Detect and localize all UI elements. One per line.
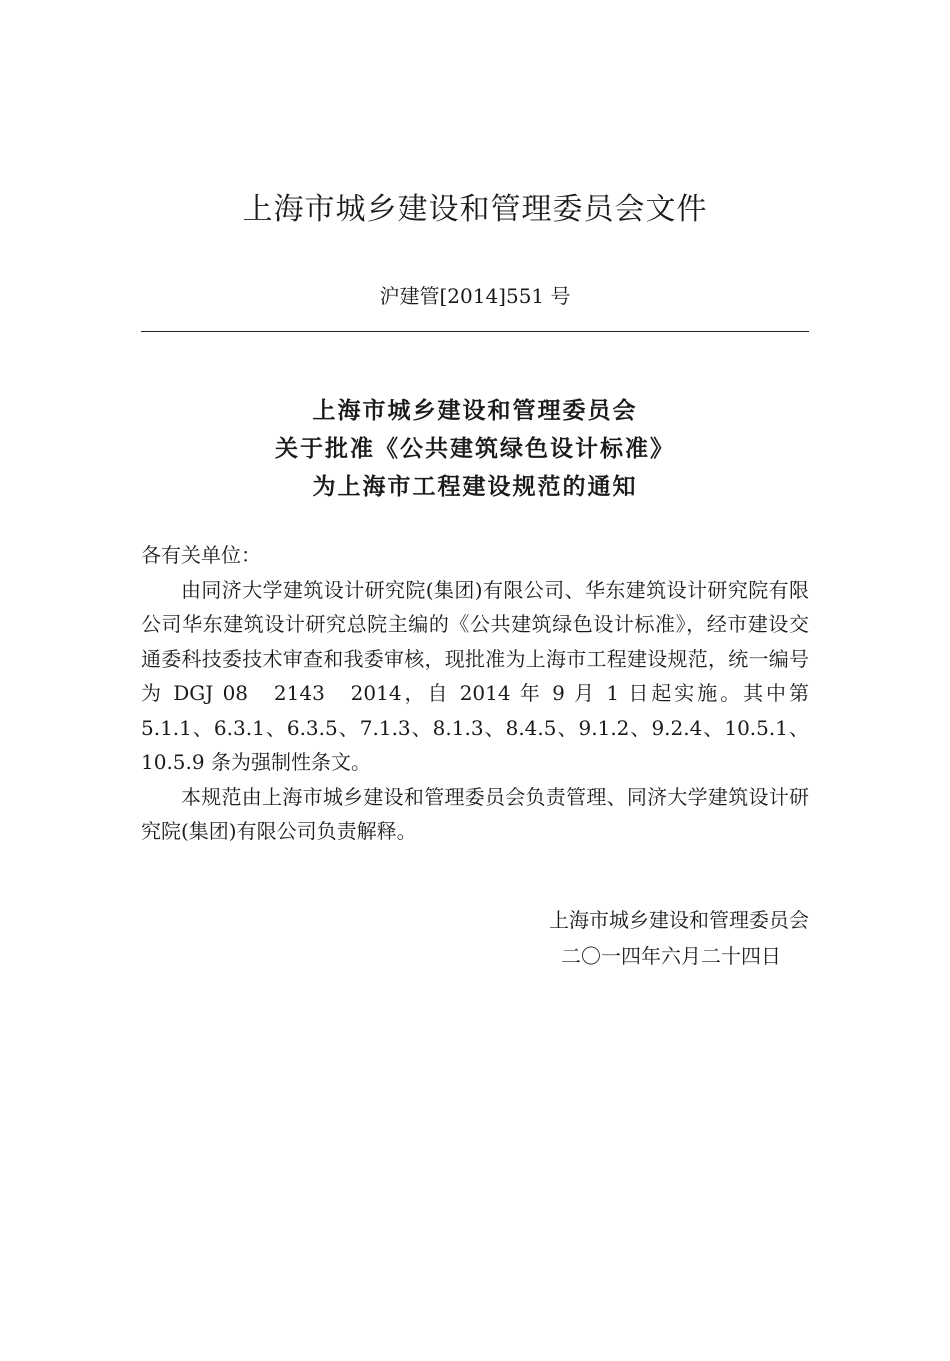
issuer-header: 上海市城乡建设和管理委员会文件: [242, 192, 708, 227]
notice-title: [0, 392, 950, 506]
signature-organization: 上海市城乡建设和管理委员会: [549, 908, 809, 932]
signature-block: [141, 902, 809, 974]
title-line-2: 关于批准《公共建筑绿色设计标准》: [275, 436, 675, 462]
body-paragraph-1: 由同济大学建筑设计研究院(集团)有限公司、华东建筑设计研究院有限公司华东建筑设计研究总院主编的《公共建筑绿色设计标准》，经市建设交通委科技委技术审查和我委审核，现批准为上海市工程建设规范，统一编号为 DGJ 08 2143 2014，自 2014 年 9 月 1 日起实施。其中第 5.1.1、6.3.1、6.3.5、7.1.3、8.1.3、8.4.5、9.1.2、9.2.4、10.5.1、10.5.9 条为强制性条文。: [141, 577, 809, 774]
body-paragraph-2: 本规范由上海市城乡建设和管理委员会负责管理、同济大学建筑设计研究院(集团)有限公司负责解释。: [141, 784, 809, 843]
salutation: 各有关单位：: [141, 543, 261, 567]
title-line-1: 上海市城乡建设和管理委员会: [312, 398, 638, 424]
document-number: 沪建管[2014]551 号: [379, 284, 571, 308]
header-divider: [141, 331, 809, 332]
title-line-3: 为上海市工程建设规范的通知: [312, 474, 638, 500]
signature-date: 二〇一四年六月二十四日: [561, 944, 781, 968]
notice-body: [141, 538, 809, 849]
